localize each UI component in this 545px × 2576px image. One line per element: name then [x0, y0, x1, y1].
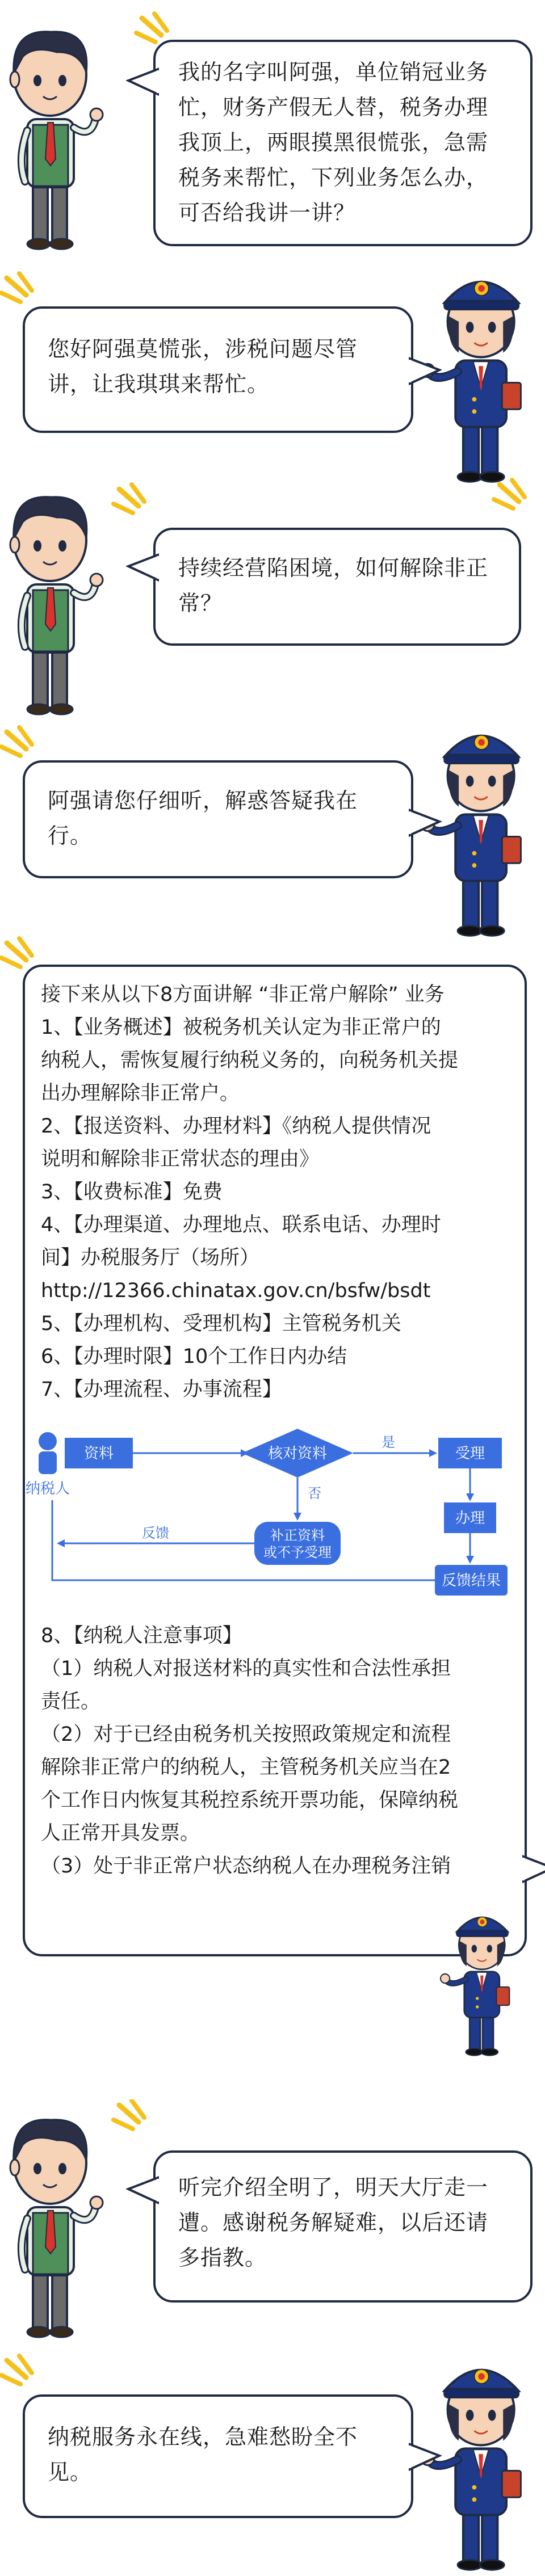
guide-line: 6、【办理时限】10个工作日内办结: [41, 1345, 347, 1368]
flow-handle: 办理: [455, 1510, 485, 1527]
dialog-line: 我顶上，两眼摸黑很慌张，急需: [178, 130, 489, 155]
bubble-tail: [126, 65, 160, 99]
guide-line: 说明和解除非正常状态的理由》: [41, 1148, 320, 1171]
officer-avatar: [423, 1895, 545, 2060]
dialog-line: 遭。感谢税务解疑难，以后还请: [178, 2210, 489, 2235]
flow-accept: 受理: [455, 1445, 485, 1462]
dialog-block-1: [0, 0, 545, 261]
speech-bubble-customer: [153, 40, 533, 246]
guide-line: 人正常开具发票。: [41, 1822, 200, 1845]
guide-line: 解除非正常户的纳税人，主管税务机关应当在2: [41, 1756, 451, 1779]
guide-line: 2、【报送资料、办理材料】《纳税人提供情况: [41, 1115, 431, 1138]
guide-line: 责任。: [41, 1690, 101, 1713]
guide-line: 纳税人，需恢复履行纳税义务的，向税务机关提: [41, 1049, 459, 1072]
dialog-line: 忙，财务产假无人替，税务办理: [178, 95, 489, 120]
flow-taxpayer: 纳税人: [25, 1480, 70, 1497]
flow-check: 核对资料: [267, 1445, 328, 1462]
guide-line: 8、【纳税人注意事项】: [41, 1624, 242, 1647]
guide-bottom-text: [41, 1619, 458, 1883]
guide-bubble: [23, 965, 527, 1956]
dialog-line: 持续经营陷困境，如何解除非正: [178, 555, 489, 580]
guide-line: 7、【办理流程、办事流程】: [41, 1378, 282, 1401]
flow-no: 否: [308, 1485, 321, 1501]
customer-avatar: [0, 2099, 125, 2343]
flow-yes: 是: [382, 1434, 395, 1450]
bubble-tail: [408, 2440, 442, 2474]
dialog-line: 见。: [48, 2460, 93, 2485]
dialog-line: 讲，让我琪琪来帮忙。: [48, 372, 270, 397]
guide-line: 4、【办理渠道、办理地点、联系电话、办理时: [41, 1214, 441, 1236]
speech-bubble-officer: [23, 306, 413, 433]
bubble-tail: [126, 550, 160, 584]
dialog-block-2: [0, 261, 545, 477]
flow-arrow: [52, 1500, 435, 1580]
guide-top-text: [41, 978, 458, 1406]
bubble-tail: [126, 2173, 160, 2207]
customer-avatar: [0, 477, 125, 721]
process-flowchart: [25, 1421, 525, 1614]
bubble-tail: [521, 1852, 545, 1886]
dialog-line: 阿强请您仔细听，解惑答疑我在: [48, 788, 358, 813]
flow-arrowhead: [466, 1556, 474, 1564]
guide-line: 1、【业务概述】被税务机关认定为非正常户的: [41, 1016, 441, 1039]
dialog-block-6: [0, 2338, 545, 2576]
flow-arrowhead: [294, 1513, 301, 1521]
dialog-block-4: [0, 715, 545, 931]
dialog-line: 行。: [48, 823, 93, 848]
guide-line: 5、【办理机构、受理机构】主管税务机关: [41, 1312, 401, 1335]
dialog-line: 可否给我讲一讲？: [178, 200, 356, 225]
guide-line: 3、【收费标准】免费: [41, 1181, 223, 1203]
dialog-line: 税务来帮忙，下列业务怎么办，: [178, 165, 489, 190]
speech-bubble-customer: [153, 528, 521, 646]
flow-arrowhead: [57, 1539, 65, 1547]
flow-result: 反馈结果: [441, 1572, 501, 1589]
taxpayer-icon: [39, 1432, 57, 1474]
guide-line: 间】办税服务厅（场所）: [41, 1247, 260, 1269]
guide-line: 出办理解除非正常户。: [41, 1082, 240, 1105]
guide-line: （1）纳税人对报送材料的真实性和合法性承担: [41, 1657, 451, 1680]
guide-line: （3）处于非正常户状态纳税人在办理税务注销: [41, 1855, 451, 1878]
dialog-block-3: [0, 477, 545, 715]
dialog-block-5: [0, 2099, 545, 2338]
flow-arrowhead: [429, 1449, 437, 1457]
guide-line: 接下来从以下8方面讲解 “非正常户解除” 业务: [41, 983, 445, 1006]
flow-feedback: 反馈: [142, 1525, 169, 1541]
guide-block: [0, 931, 545, 2054]
speech-bubble-officer: [23, 2394, 413, 2518]
guide-url[interactable]: http://12366.chinatax.gov.cn/bsfw/bsdt: [41, 1279, 431, 1302]
flow-arrowhead: [466, 1493, 474, 1501]
dialog-line: 常？: [178, 591, 223, 616]
speech-bubble-officer: [23, 760, 413, 878]
dialog-line: 您好阿强莫慌张，涉税问题尽管: [48, 336, 358, 361]
customer-avatar: [0, 11, 125, 255]
flow-supplement: 补正资料: [270, 1527, 325, 1543]
dialog-line: 纳税服务永在线，急难愁盼全不: [48, 2425, 358, 2449]
guide-line: 个工作日内恢复其税控系统开票功能，保障纳税: [41, 1789, 459, 1812]
bubble-tail: [408, 806, 442, 840]
bubble-tail: [408, 354, 442, 388]
guide-line: （2）对于已经由税务机关按照政策规定和流程: [41, 1723, 451, 1746]
dialog-line: 听完介绍全明了，明天大厅走一: [178, 2175, 489, 2200]
flow-materials: 资料: [83, 1445, 114, 1462]
speech-bubble-customer: [153, 2150, 533, 2303]
dialog-line: 多指教。: [178, 2245, 267, 2270]
flow-supplement: 或不予受理: [263, 1544, 332, 1560]
dialog-line: 我的名字叫阿强，单位销冠业务: [178, 60, 489, 85]
